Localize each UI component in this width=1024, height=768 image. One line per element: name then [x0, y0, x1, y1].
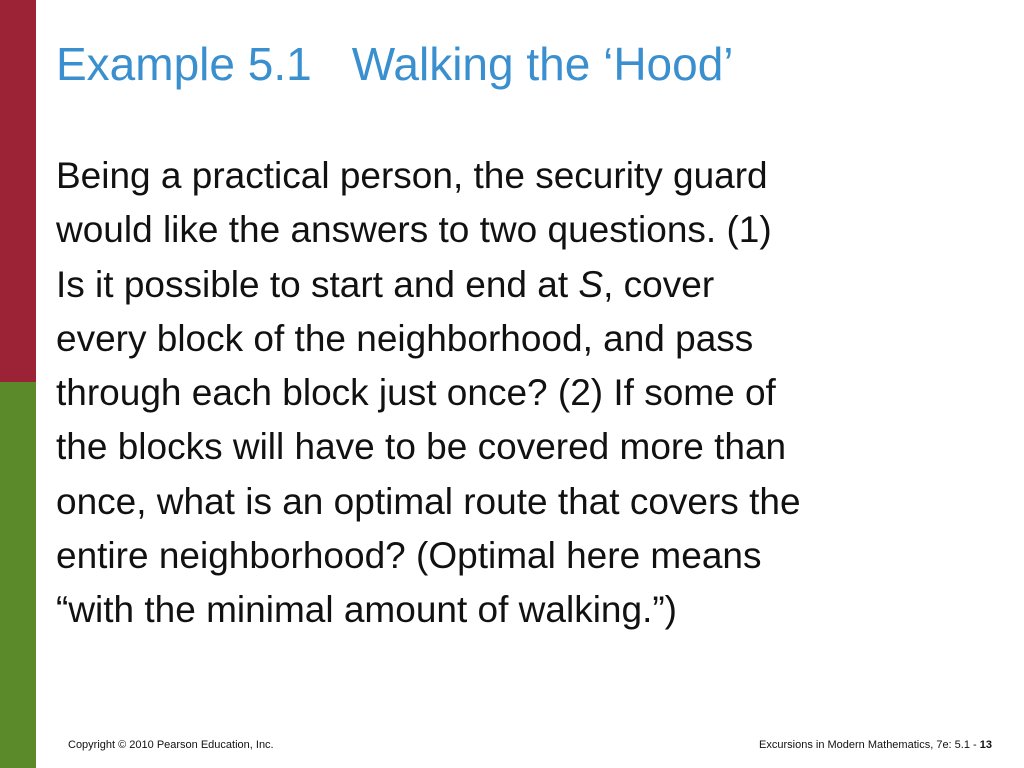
body-line: Being a practical person, the security guard — [56, 155, 768, 196]
slide-body — [56, 149, 986, 638]
side-bar-top-decoration — [0, 0, 36, 382]
body-line: entire neighborhood? (Optimal here means — [56, 535, 762, 577]
title-example-number: Example 5.1 — [56, 38, 312, 90]
side-bar-bottom-decoration — [0, 382, 36, 768]
footer-copyright: Copyright © 2010 Pearson Education, Inc. — [68, 739, 274, 751]
page-number: 13 — [979, 739, 992, 751]
vertex-s-label: S — [578, 263, 604, 305]
footer-source — [759, 739, 992, 751]
body-line: through each block just once? (2) If some of — [56, 372, 776, 414]
slide-title — [56, 36, 734, 92]
body-line: once, what is an optimal route that covers the — [56, 480, 801, 522]
body-line-segment: Is it possible to start and end at — [56, 263, 579, 305]
title-text: Walking the ‘Hood’ — [351, 38, 734, 90]
footer-source-text: Excursions in Modern Mathematics, 7e: 5.1 - — [759, 739, 980, 751]
body-line: would like the answers to two questions. (1) — [56, 209, 772, 251]
body-line: “with the minimal amount of walking.”) — [56, 589, 677, 631]
body-line: the blocks will have to be covered more than — [56, 426, 787, 468]
body-line-segment: , cover — [603, 263, 715, 305]
body-line — [56, 258, 986, 312]
body-line: every block of the neighborhood, and pass — [56, 317, 754, 359]
